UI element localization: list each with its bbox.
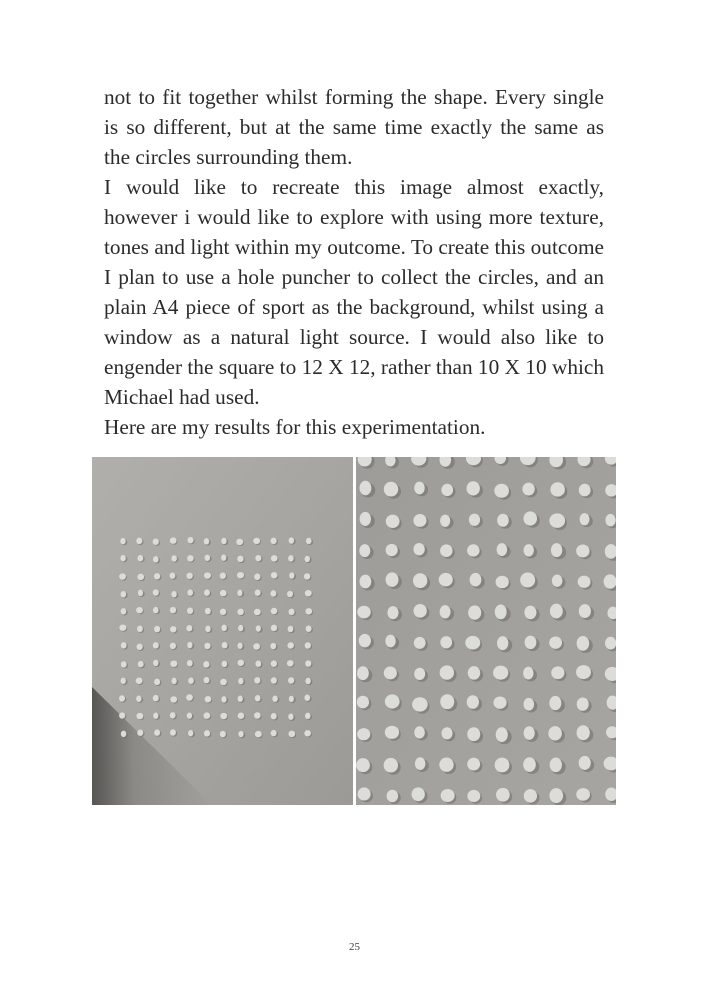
punched-circle — [153, 556, 159, 562]
punched-circle — [187, 642, 192, 648]
punched-circle — [357, 666, 369, 680]
punched-circle — [441, 789, 455, 802]
punched-circle — [577, 725, 590, 740]
punched-circle — [385, 694, 400, 708]
punched-circle — [359, 544, 370, 557]
punched-circle — [138, 590, 143, 596]
punched-circle — [137, 644, 143, 650]
punched-circle — [496, 576, 509, 588]
punched-circle — [360, 512, 371, 526]
punched-circle — [221, 625, 227, 631]
punched-circle — [204, 677, 210, 683]
punched-circle — [186, 573, 192, 579]
punched-circle — [467, 544, 479, 556]
punched-circle — [493, 696, 506, 708]
punched-circle — [305, 660, 311, 666]
punched-circle — [153, 539, 159, 545]
punched-circle — [359, 634, 371, 647]
punched-circle — [153, 589, 159, 595]
punched-circle — [204, 643, 210, 649]
punched-circle — [551, 666, 564, 679]
punched-circle — [221, 538, 226, 544]
punched-circle — [138, 661, 144, 667]
punched-circle — [205, 608, 211, 614]
punched-circle — [288, 731, 295, 737]
punched-circle — [304, 573, 310, 579]
punched-circle — [205, 555, 211, 561]
punched-circle — [440, 694, 454, 709]
punched-circle — [153, 642, 159, 648]
punched-circle — [238, 696, 243, 702]
punched-circle — [170, 729, 176, 735]
punched-circle — [386, 544, 398, 556]
punched-circle — [576, 544, 589, 557]
punched-circle — [413, 514, 426, 527]
punched-circle — [386, 515, 400, 528]
punched-circle — [255, 555, 261, 561]
punched-circle — [440, 636, 452, 648]
punched-circle — [271, 660, 277, 666]
punched-circle — [237, 590, 242, 596]
punched-circle — [524, 789, 537, 802]
punched-circle — [550, 482, 565, 496]
punched-circle — [271, 713, 277, 719]
punched-circle — [204, 730, 210, 736]
punched-circle — [605, 637, 616, 650]
punched-circle — [271, 608, 277, 614]
punched-circle — [287, 660, 294, 666]
punched-circle — [522, 483, 534, 496]
punched-circle — [497, 514, 509, 527]
punched-circle — [467, 727, 480, 741]
punched-circle — [288, 609, 294, 615]
punched-circle — [121, 591, 127, 597]
punched-circle — [305, 678, 310, 684]
punched-circle — [412, 787, 425, 801]
punched-circle — [288, 555, 294, 561]
punched-circle — [440, 665, 454, 679]
punched-circle — [414, 637, 426, 649]
punched-circle — [136, 713, 143, 719]
punched-circle — [204, 572, 211, 578]
punched-circle — [187, 537, 193, 543]
punched-circle — [254, 574, 260, 580]
punched-circle — [413, 604, 426, 618]
punched-circle — [470, 573, 482, 587]
punched-circle — [120, 538, 125, 544]
punched-circle — [187, 660, 193, 666]
punched-circle — [440, 515, 450, 527]
punched-circle — [384, 758, 398, 773]
punched-circle — [524, 606, 536, 620]
punched-circle — [170, 572, 176, 578]
punched-circle — [136, 678, 143, 684]
punched-circle — [137, 730, 143, 736]
punched-circle — [220, 731, 226, 737]
punched-circle — [495, 604, 507, 619]
punched-circle — [468, 605, 481, 619]
punched-circle — [170, 626, 177, 632]
punched-circle — [525, 636, 537, 649]
punched-circle — [305, 590, 312, 596]
punched-circle — [187, 589, 193, 595]
punched-circle — [238, 713, 245, 719]
punched-circle — [495, 758, 510, 773]
punched-circle — [441, 484, 453, 496]
punched-circle — [154, 679, 160, 685]
punched-circle — [414, 726, 425, 738]
punched-circle — [154, 729, 160, 735]
punched-circle — [270, 643, 276, 649]
paragraph-2: I would like to recreate this image almost exactly, however i would like to explore with using more texture, tones and light within my outcome. To create this outcome I plan to use a hole puncher to collect the circles, and an plain A4 piece of sport as the background, whilst using a window as a natural light source. I would also like to engender the square to 12 X 12, rather than 10 X 10 which Michael had used. — [104, 175, 604, 409]
punched-circle — [153, 713, 158, 719]
punched-circle — [524, 544, 534, 556]
punched-circle — [255, 661, 261, 667]
punched-circle — [187, 712, 192, 718]
punched-circle — [203, 712, 210, 718]
punched-circle — [576, 788, 590, 801]
punched-circle — [137, 574, 144, 580]
punched-circle — [119, 695, 125, 701]
punched-circle — [238, 731, 243, 737]
punched-circle — [577, 636, 589, 651]
punched-circle — [467, 695, 479, 709]
punched-circle — [439, 758, 453, 772]
punched-circle — [253, 538, 260, 544]
punched-circle — [414, 668, 425, 680]
punched-circle — [221, 696, 226, 702]
punched-circle — [153, 660, 158, 666]
punched-circle — [270, 538, 276, 544]
punched-circle — [497, 636, 508, 650]
punched-circle — [186, 694, 193, 700]
punched-circle — [523, 667, 533, 680]
punched-circle — [441, 727, 452, 739]
punched-circle — [287, 642, 294, 648]
punched-circle — [121, 661, 127, 667]
punched-circle — [497, 543, 507, 556]
punched-circle — [270, 590, 276, 596]
punched-circle — [385, 726, 399, 739]
punched-circle — [548, 726, 562, 740]
punched-circle — [413, 573, 427, 588]
punched-circle — [305, 642, 311, 648]
punched-circle — [551, 543, 562, 557]
punched-circle — [440, 605, 451, 618]
punched-circle — [271, 572, 278, 578]
punched-circle — [305, 608, 312, 614]
punched-circle — [359, 481, 371, 496]
punched-circle — [304, 695, 310, 701]
page-number: 25 — [349, 941, 360, 953]
punched-circle — [204, 589, 210, 595]
punched-circle — [154, 573, 160, 579]
punched-circle — [289, 696, 294, 702]
punched-circle — [119, 712, 125, 718]
punched-circle — [171, 555, 177, 561]
punched-circle — [289, 537, 294, 543]
punched-circle — [385, 635, 395, 648]
punched-circle — [288, 677, 294, 683]
punched-circle — [384, 667, 397, 680]
punched-circle — [187, 555, 194, 561]
photo-grid-overview — [92, 457, 353, 805]
punched-circle — [384, 482, 398, 497]
punched-circle — [220, 609, 226, 615]
punched-circle — [255, 695, 261, 701]
punched-circle — [524, 726, 535, 740]
punched-circle — [237, 572, 244, 578]
punched-circle — [188, 730, 193, 736]
punched-circle — [494, 484, 509, 498]
punched-circle — [468, 666, 480, 679]
punched-circle — [305, 556, 310, 562]
punched-circle — [204, 538, 209, 544]
punched-circle — [271, 730, 277, 736]
punched-circle — [357, 728, 370, 740]
photo-grid-closeup — [356, 457, 616, 805]
punched-circle — [222, 642, 228, 648]
punched-circle — [237, 643, 242, 649]
punched-circle — [238, 678, 243, 684]
punched-circle — [357, 696, 369, 709]
punched-circle — [255, 589, 261, 595]
punched-circle — [304, 730, 311, 736]
punched-circle — [188, 677, 194, 683]
punched-circle — [549, 513, 565, 528]
punched-circle — [205, 696, 212, 702]
punched-circle — [550, 757, 562, 772]
punched-circle — [254, 609, 261, 615]
punched-circle — [387, 790, 398, 802]
punched-circle — [120, 555, 125, 561]
punched-circle — [121, 731, 127, 737]
punched-circle — [121, 608, 127, 614]
paragraph-1: not to fit together whilst forming the shape. Every single is so different, but at the same time exactly the same as the circles surrounding them. — [104, 85, 604, 169]
body-text — [104, 82, 604, 442]
punched-circle — [238, 625, 243, 631]
punched-circle — [523, 511, 537, 525]
punched-circle — [469, 514, 480, 526]
punched-circle — [550, 604, 563, 619]
punched-circle — [256, 625, 261, 631]
punched-circle — [465, 636, 480, 650]
punched-circle — [170, 660, 177, 666]
punched-circle — [580, 513, 590, 525]
punched-circle — [254, 712, 261, 718]
punched-circle — [579, 484, 591, 497]
punched-circle — [220, 590, 227, 596]
punched-circle — [220, 573, 226, 579]
punched-circle — [255, 731, 262, 737]
punched-circle — [170, 537, 177, 543]
punched-circle — [236, 539, 243, 545]
punched-circle — [137, 555, 143, 561]
punched-circle — [271, 625, 277, 631]
punched-circle — [524, 698, 535, 711]
punched-circle — [493, 666, 508, 680]
punched-circle — [549, 636, 562, 648]
punched-circle — [237, 609, 243, 615]
punched-circle — [413, 543, 424, 555]
punched-circle — [358, 787, 371, 800]
punched-circle — [579, 756, 591, 770]
punched-circle — [119, 624, 126, 630]
punched-circle — [287, 591, 293, 597]
punched-circle — [205, 626, 210, 632]
punched-circle — [386, 572, 399, 587]
punched-circle — [221, 554, 226, 560]
punched-circle — [412, 697, 428, 711]
punched-circle — [496, 788, 510, 802]
punched-circle — [170, 643, 176, 649]
punched-circle — [186, 625, 192, 631]
punched-circle — [578, 576, 591, 588]
punched-circle — [121, 642, 127, 648]
punched-circle — [414, 482, 425, 495]
photo-grid-closeup-image — [356, 457, 616, 805]
punched-circle — [387, 606, 398, 619]
punched-circle — [306, 625, 312, 631]
punched-circle — [136, 538, 142, 544]
punched-circle — [153, 607, 158, 613]
punched-circle — [170, 607, 176, 613]
punched-circle — [523, 757, 536, 772]
paragraph-3: Here are my results for this experimentation. — [104, 415, 486, 439]
punched-circle — [171, 678, 176, 684]
punched-circle — [549, 788, 563, 803]
punched-circle — [467, 758, 480, 771]
punched-circle — [203, 661, 209, 667]
punched-circle — [360, 575, 372, 589]
punched-circle — [289, 572, 294, 578]
punched-circle — [576, 665, 591, 679]
punched-circle — [440, 544, 452, 557]
punched-circle — [288, 714, 293, 720]
punched-circle — [237, 556, 243, 562]
punched-circle — [271, 555, 278, 561]
punched-circle — [271, 677, 277, 683]
punched-circle — [137, 626, 143, 632]
punched-circle — [238, 660, 244, 666]
punched-circle — [136, 696, 141, 702]
punched-circle — [153, 695, 159, 701]
punched-circle — [496, 727, 508, 742]
punched-circle — [288, 626, 294, 632]
punched-circle — [222, 661, 228, 667]
punched-circle — [306, 538, 312, 544]
punched-circle — [136, 607, 143, 613]
punched-circle — [119, 573, 126, 579]
punched-circle — [305, 713, 311, 719]
punched-circle — [253, 643, 260, 649]
punched-circle — [121, 678, 126, 684]
photo-grid-overview-image — [92, 457, 353, 805]
punched-circle — [467, 481, 480, 495]
punched-circle — [439, 573, 453, 586]
punched-circle — [170, 696, 177, 702]
punched-circle — [220, 713, 227, 719]
punched-circle — [171, 591, 176, 597]
punched-circle — [272, 695, 277, 701]
punched-circle — [552, 575, 563, 587]
punched-circle — [357, 606, 371, 619]
punched-circle — [579, 604, 591, 618]
punched-circle — [170, 712, 176, 718]
punched-circle — [415, 757, 425, 770]
punched-circle — [549, 696, 561, 710]
punched-circle — [154, 626, 160, 632]
punched-circle — [254, 677, 260, 683]
punched-circle — [577, 697, 589, 710]
punched-circle — [467, 790, 480, 802]
punched-circle — [356, 758, 370, 772]
punched-circle — [520, 573, 535, 588]
punched-circle — [605, 514, 615, 527]
punched-circle — [187, 608, 193, 614]
punched-circle — [220, 679, 227, 685]
